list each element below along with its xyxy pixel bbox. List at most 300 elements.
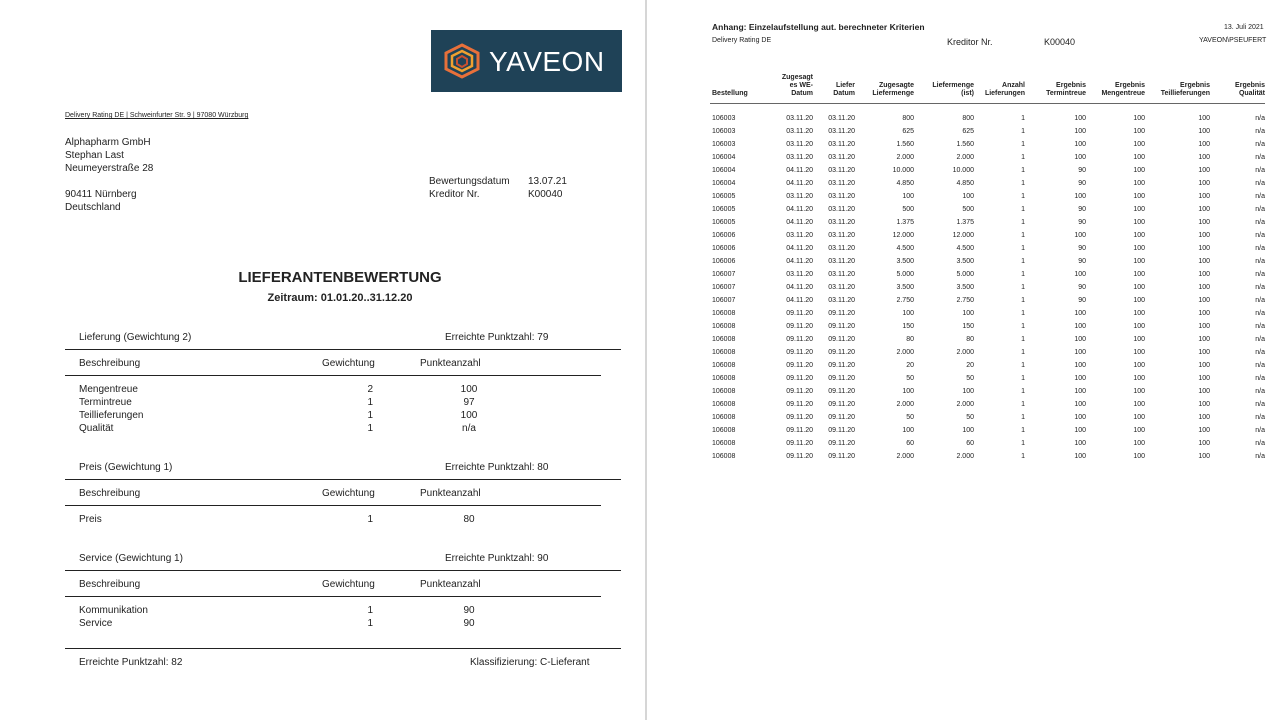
table-cell: 03.11.20 (828, 284, 855, 291)
table-cell: 03.11.20 (828, 206, 855, 213)
table-cell: 50 (966, 414, 974, 421)
table-cell: 100 (1074, 141, 1086, 148)
table-cell: 100 (1133, 245, 1145, 252)
table-cell: 100 (1074, 388, 1086, 395)
table-cell: 106004 (712, 180, 736, 187)
table-cell: 1 (1021, 375, 1025, 382)
criterion-weight: 1 (367, 618, 373, 629)
table-cell: 100 (1133, 271, 1145, 278)
table-cell: 03.11.20 (786, 154, 813, 161)
table-cell: 100 (1198, 245, 1210, 252)
table-cell: 106003 (712, 128, 736, 135)
table-cell: 3.500 (956, 284, 974, 291)
table-cell: 100 (1133, 414, 1145, 421)
column-header: Liefermenge (ist) (932, 82, 974, 97)
col-weight-label: Gewichtung (322, 579, 375, 590)
table-cell: 106008 (712, 440, 736, 447)
table-cell: 1 (1021, 232, 1025, 239)
table-cell: n/a (1255, 414, 1265, 421)
col-desc-label: Beschreibung (79, 579, 141, 590)
table-cell: 2.000 (956, 154, 974, 161)
divider (65, 596, 601, 597)
table-cell: 04.11.20 (786, 245, 813, 252)
table-cell: 106008 (712, 323, 736, 330)
column-header: Ergebnis Teillieferungen (1160, 82, 1210, 97)
table-cell: 100 (1133, 310, 1145, 317)
table-cell: 106007 (712, 284, 736, 291)
table-cell: 04.11.20 (786, 297, 813, 304)
table-cell: 90 (1078, 180, 1086, 187)
table-cell: n/a (1255, 440, 1265, 447)
col-weight-label: Gewichtung (322, 358, 375, 369)
criterion-name: Termintreue (79, 397, 132, 408)
table-cell: 03.11.20 (828, 258, 855, 265)
table-cell: 03.11.20 (828, 245, 855, 252)
table-cell: 09.11.20 (786, 362, 813, 369)
table-cell: 09.11.20 (786, 440, 813, 447)
table-cell: 100 (1198, 310, 1210, 317)
table-cell: 09.11.20 (828, 349, 855, 356)
table-cell: 100 (902, 310, 914, 317)
table-cell: 03.11.20 (828, 297, 855, 304)
address-line: Neumeyerstraße 28 (65, 163, 154, 174)
table-cell: 2.000 (896, 401, 914, 408)
appendix-creditor-label: Kreditor Nr. (947, 37, 993, 47)
table-cell: 106008 (712, 401, 736, 408)
appendix-creditor-value: K00040 (1044, 37, 1076, 47)
table-cell: n/a (1255, 349, 1265, 356)
creditor-label: Kreditor Nr. (429, 189, 480, 200)
table-cell: 50 (966, 375, 974, 382)
table-cell: n/a (1255, 323, 1265, 330)
section-heading: Service (Gewichtung 1) (79, 553, 183, 564)
table-cell: 106006 (712, 232, 736, 239)
criterion-name: Preis (79, 514, 102, 525)
table-cell: 20 (966, 362, 974, 369)
column-header: Anzahl Lieferungen (984, 82, 1025, 97)
table-cell: 03.11.20 (786, 193, 813, 200)
table-cell: 100 (1074, 323, 1086, 330)
table-cell: 1 (1021, 258, 1025, 265)
table-cell: 106008 (712, 336, 736, 343)
table-cell: 100 (1198, 258, 1210, 265)
criterion-name: Mengentreue (79, 384, 138, 395)
table-cell: 5.000 (956, 271, 974, 278)
section-score: Erreichte Punktzahl: 80 (445, 462, 549, 473)
table-cell: n/a (1255, 427, 1265, 434)
table-cell: 60 (906, 440, 914, 447)
table-cell: 150 (902, 323, 914, 330)
table-cell: 1 (1021, 284, 1025, 291)
table-cell: 106008 (712, 375, 736, 382)
divider (65, 349, 621, 350)
table-cell: 100 (1198, 180, 1210, 187)
date-value: 13.07.21 (528, 176, 567, 187)
table-cell: 4.850 (956, 180, 974, 187)
table-cell: 90 (1078, 297, 1086, 304)
criterion-points: 97 (463, 397, 475, 408)
table-cell: 100 (1074, 362, 1086, 369)
table-cell: 50 (906, 375, 914, 382)
table-cell: 80 (906, 336, 914, 343)
divider (65, 570, 621, 571)
appendix-title: Anhang: Einzelaufstellung aut. berechneter Kriterien (712, 22, 925, 32)
criterion-weight: 1 (367, 410, 373, 421)
table-cell: 100 (1198, 401, 1210, 408)
table-cell: 100 (1133, 427, 1145, 434)
table-cell: 1.375 (896, 219, 914, 226)
table-cell: 1 (1021, 271, 1025, 278)
divider (65, 479, 621, 480)
criterion-weight: 1 (367, 514, 373, 525)
table-cell: 100 (962, 193, 974, 200)
table-cell: 90 (1078, 167, 1086, 174)
table-cell: 09.11.20 (828, 375, 855, 382)
table-cell: 09.11.20 (786, 427, 813, 434)
table-cell: n/a (1255, 310, 1265, 317)
table-cell: 1.560 (956, 141, 974, 148)
table-cell: 1 (1021, 193, 1025, 200)
table-cell: 1 (1021, 336, 1025, 343)
table-cell: 2.000 (896, 453, 914, 460)
criterion-weight: 1 (367, 423, 373, 434)
table-cell: 1 (1021, 349, 1025, 356)
table-cell: 100 (1133, 375, 1145, 382)
table-cell: 100 (1133, 154, 1145, 161)
table-cell: 2.750 (896, 297, 914, 304)
table-cell: 04.11.20 (786, 180, 813, 187)
table-cell: 2.750 (956, 297, 974, 304)
table-cell: 106004 (712, 167, 736, 174)
table-cell: 106007 (712, 271, 736, 278)
table-cell: 1 (1021, 401, 1025, 408)
table-cell: 106003 (712, 115, 736, 122)
table-cell: 09.11.20 (828, 414, 855, 421)
table-cell: 04.11.20 (786, 167, 813, 174)
table-cell: 09.11.20 (828, 453, 855, 460)
table-cell: 2.000 (896, 154, 914, 161)
table-cell: 12.000 (952, 232, 974, 239)
table-cell: 2.000 (956, 401, 974, 408)
table-cell: 4.850 (896, 180, 914, 187)
table-cell: 1 (1021, 245, 1025, 252)
col-weight-label: Gewichtung (322, 488, 375, 499)
table-cell: 03.11.20 (828, 180, 855, 187)
table-cell: n/a (1255, 154, 1265, 161)
table-cell: 106008 (712, 414, 736, 421)
table-cell: n/a (1255, 271, 1265, 278)
table-cell: 1 (1021, 206, 1025, 213)
table-cell: 2.000 (896, 349, 914, 356)
table-cell: 106008 (712, 310, 736, 317)
table-cell: 100 (1074, 128, 1086, 135)
table-cell: n/a (1255, 141, 1265, 148)
address-line: Deutschland (65, 202, 121, 213)
table-cell: 2.000 (956, 453, 974, 460)
table-cell: 100 (1133, 258, 1145, 265)
criterion-points: n/a (462, 423, 476, 434)
table-cell: 1 (1021, 180, 1025, 187)
table-cell: 625 (902, 128, 914, 135)
table-cell: 500 (902, 206, 914, 213)
appendix-subtitle: Delivery Rating DE (712, 37, 772, 44)
table-cell: 100 (1133, 167, 1145, 174)
criterion-points: 90 (463, 605, 475, 616)
total-score: Erreichte Punktzahl: 82 (79, 657, 183, 668)
table-cell: 1 (1021, 297, 1025, 304)
criterion-weight: 1 (367, 397, 373, 408)
divider (65, 375, 601, 376)
table-cell: n/a (1255, 167, 1265, 174)
table-cell: 09.11.20 (786, 414, 813, 421)
table-cell: 100 (1198, 297, 1210, 304)
table-cell: 106007 (712, 297, 736, 304)
section-score: Erreichte Punktzahl: 79 (445, 332, 549, 343)
table-cell: 03.11.20 (828, 219, 855, 226)
table-cell: 09.11.20 (786, 453, 813, 460)
table-cell: 03.11.20 (828, 154, 855, 161)
table-cell: 100 (1198, 427, 1210, 434)
table-cell: 04.11.20 (786, 219, 813, 226)
table-cell: 1.560 (896, 141, 914, 148)
table-cell: 100 (1198, 336, 1210, 343)
table-cell: 100 (1198, 219, 1210, 226)
table-cell: 106008 (712, 388, 736, 395)
yaveon-logo (431, 30, 622, 92)
table-cell: 03.11.20 (828, 232, 855, 239)
criterion-weight: 2 (367, 384, 373, 395)
criterion-name: Kommunikation (79, 605, 148, 616)
table-cell: n/a (1255, 219, 1265, 226)
table-cell: 106004 (712, 154, 736, 161)
appendix-date: 13. Juli 2021 (1224, 24, 1264, 31)
table-cell: 100 (1133, 453, 1145, 460)
table-cell: 100 (1198, 206, 1210, 213)
criterion-points: 100 (460, 384, 478, 395)
table-cell: 100 (1074, 427, 1086, 434)
divider (65, 648, 621, 649)
table-cell: 100 (902, 388, 914, 395)
column-header: Zugesagt es WE- Datum (781, 74, 813, 97)
table-cell: 04.11.20 (786, 284, 813, 291)
table-cell: n/a (1255, 388, 1265, 395)
table-cell: 106008 (712, 427, 736, 434)
sender-line: Delivery Rating DE | Schweinfurter Str. 9 | 97080 Würzburg (65, 112, 249, 119)
table-cell: n/a (1255, 284, 1265, 291)
table-cell: n/a (1255, 206, 1265, 213)
table-cell: 100 (1133, 193, 1145, 200)
table-cell: 90 (1078, 245, 1086, 252)
table-cell: 03.11.20 (828, 128, 855, 135)
page-separator (645, 0, 647, 720)
table-cell: 100 (1198, 193, 1210, 200)
table-cell: 1 (1021, 414, 1025, 421)
column-header: Ergebnis Qualität (1235, 82, 1265, 97)
criterion-name: Teillieferungen (79, 410, 144, 421)
table-cell: 106006 (712, 258, 736, 265)
criterion-name: Qualität (79, 423, 114, 434)
table-cell: 1 (1021, 128, 1025, 135)
table-cell: 100 (1074, 453, 1086, 460)
table-cell: 1 (1021, 167, 1025, 174)
table-cell: 09.11.20 (828, 427, 855, 434)
table-cell: n/a (1255, 193, 1265, 200)
criterion-points: 90 (463, 618, 475, 629)
table-cell: 09.11.20 (786, 401, 813, 408)
table-cell: 106008 (712, 453, 736, 460)
table-cell: 100 (1074, 310, 1086, 317)
table-cell: 100 (1074, 154, 1086, 161)
table-cell: n/a (1255, 258, 1265, 265)
table-cell: 03.11.20 (786, 271, 813, 278)
col-desc-label: Beschreibung (79, 488, 141, 499)
table-cell: 80 (966, 336, 974, 343)
table-cell: 100 (1133, 297, 1145, 304)
table-cell: 100 (962, 388, 974, 395)
table-cell: 100 (902, 193, 914, 200)
table-cell: 12.000 (892, 232, 914, 239)
table-cell: 100 (1133, 128, 1145, 135)
table-cell: 100 (1074, 440, 1086, 447)
table-cell: 50 (906, 414, 914, 421)
table-cell: 100 (1133, 206, 1145, 213)
hexagon-logo-icon (443, 43, 481, 79)
section-heading: Lieferung (Gewichtung 2) (79, 332, 192, 343)
table-cell: 100 (1133, 180, 1145, 187)
column-header: Bestellung (712, 90, 748, 97)
table-cell: 1 (1021, 362, 1025, 369)
table-cell: 100 (1198, 167, 1210, 174)
table-cell: 106008 (712, 362, 736, 369)
table-cell: 09.11.20 (828, 440, 855, 447)
table-cell: 5.000 (896, 271, 914, 278)
table-cell: 09.11.20 (828, 323, 855, 330)
table-cell: 2.000 (956, 349, 974, 356)
table-cell: 1 (1021, 115, 1025, 122)
section-heading: Preis (Gewichtung 1) (79, 462, 173, 473)
table-cell: 100 (1133, 362, 1145, 369)
address-line: Stephan Last (65, 150, 124, 161)
table-cell: 03.11.20 (786, 232, 813, 239)
table-cell: 106008 (712, 349, 736, 356)
table-cell: n/a (1255, 128, 1265, 135)
col-points-label: Punkteanzahl (420, 579, 481, 590)
table-cell: 03.11.20 (828, 271, 855, 278)
table-cell: 100 (1198, 115, 1210, 122)
table-cell: 90 (1078, 206, 1086, 213)
table-cell: 09.11.20 (786, 323, 813, 330)
section-score: Erreichte Punktzahl: 90 (445, 553, 549, 564)
table-cell: 106005 (712, 193, 736, 200)
table-cell: 100 (1133, 440, 1145, 447)
table-cell: n/a (1255, 297, 1265, 304)
table-cell: 100 (1074, 193, 1086, 200)
table-cell: 100 (1198, 453, 1210, 460)
page-title: LIEFERANTENBEWERTUNG (238, 269, 442, 286)
column-header: Zugesagte Liefermenge (872, 82, 914, 97)
table-cell: 1 (1021, 323, 1025, 330)
col-points-label: Punkteanzahl (420, 488, 481, 499)
table-cell: 1 (1021, 154, 1025, 161)
table-cell: 106005 (712, 206, 736, 213)
table-cell: 03.11.20 (786, 141, 813, 148)
table-cell: 800 (902, 115, 914, 122)
table-cell: 09.11.20 (786, 375, 813, 382)
table-cell: 3.500 (896, 258, 914, 265)
table-cell: 1.375 (956, 219, 974, 226)
table-cell: 100 (1133, 336, 1145, 343)
table-cell: 04.11.20 (786, 206, 813, 213)
table-cell: 100 (1198, 271, 1210, 278)
table-cell: 100 (1133, 219, 1145, 226)
table-cell: 03.11.20 (828, 115, 855, 122)
table-cell: 100 (1074, 271, 1086, 278)
table-cell: 100 (1074, 232, 1086, 239)
table-cell: 03.11.20 (828, 167, 855, 174)
table-cell: 90 (1078, 258, 1086, 265)
divider (65, 505, 601, 506)
table-cell: 106006 (712, 245, 736, 252)
table-cell: 10.000 (892, 167, 914, 174)
table-cell: 800 (962, 115, 974, 122)
table-cell: 1 (1021, 440, 1025, 447)
table-cell: 500 (962, 206, 974, 213)
table-cell: 1 (1021, 141, 1025, 148)
table-cell: 3.500 (956, 258, 974, 265)
table-cell: 100 (1074, 336, 1086, 343)
table-cell: 90 (1078, 284, 1086, 291)
criterion-points: 100 (460, 410, 478, 421)
table-cell: 100 (1133, 115, 1145, 122)
table-cell: 100 (962, 427, 974, 434)
table-cell: 100 (1198, 128, 1210, 135)
table-cell: 1 (1021, 453, 1025, 460)
table-cell: 09.11.20 (786, 349, 813, 356)
table-cell: 03.11.20 (786, 115, 813, 122)
logo-brand: YAVEON (489, 46, 605, 77)
creditor-value: K00040 (528, 189, 563, 200)
table-cell: 100 (1198, 388, 1210, 395)
table-cell: 100 (1074, 414, 1086, 421)
table-cell: n/a (1255, 115, 1265, 122)
address-line: 90411 Nürnberg (65, 189, 137, 200)
table-cell: 03.11.20 (828, 193, 855, 200)
table-cell: 100 (1074, 401, 1086, 408)
table-cell: 1 (1021, 427, 1025, 434)
table-cell: 100 (1198, 349, 1210, 356)
table-cell: 625 (962, 128, 974, 135)
table-cell: 100 (1133, 349, 1145, 356)
address-line: Alphapharm GmbH (65, 137, 151, 148)
table-cell: 09.11.20 (786, 336, 813, 343)
table-cell: 09.11.20 (828, 336, 855, 343)
table-cell: 100 (1198, 375, 1210, 382)
table-cell: 100 (1198, 414, 1210, 421)
table-header-rule (710, 103, 1265, 104)
table-cell: 100 (1198, 154, 1210, 161)
table-cell: 100 (1198, 284, 1210, 291)
table-cell: 100 (1074, 115, 1086, 122)
table-cell: 100 (902, 427, 914, 434)
table-cell: 100 (1133, 232, 1145, 239)
table-cell: 106003 (712, 141, 736, 148)
table-cell: 03.11.20 (828, 141, 855, 148)
table-cell: 100 (1133, 141, 1145, 148)
table-cell: 100 (1133, 401, 1145, 408)
criterion-weight: 1 (367, 605, 373, 616)
table-cell: 09.11.20 (786, 310, 813, 317)
table-cell: 09.11.20 (786, 388, 813, 395)
